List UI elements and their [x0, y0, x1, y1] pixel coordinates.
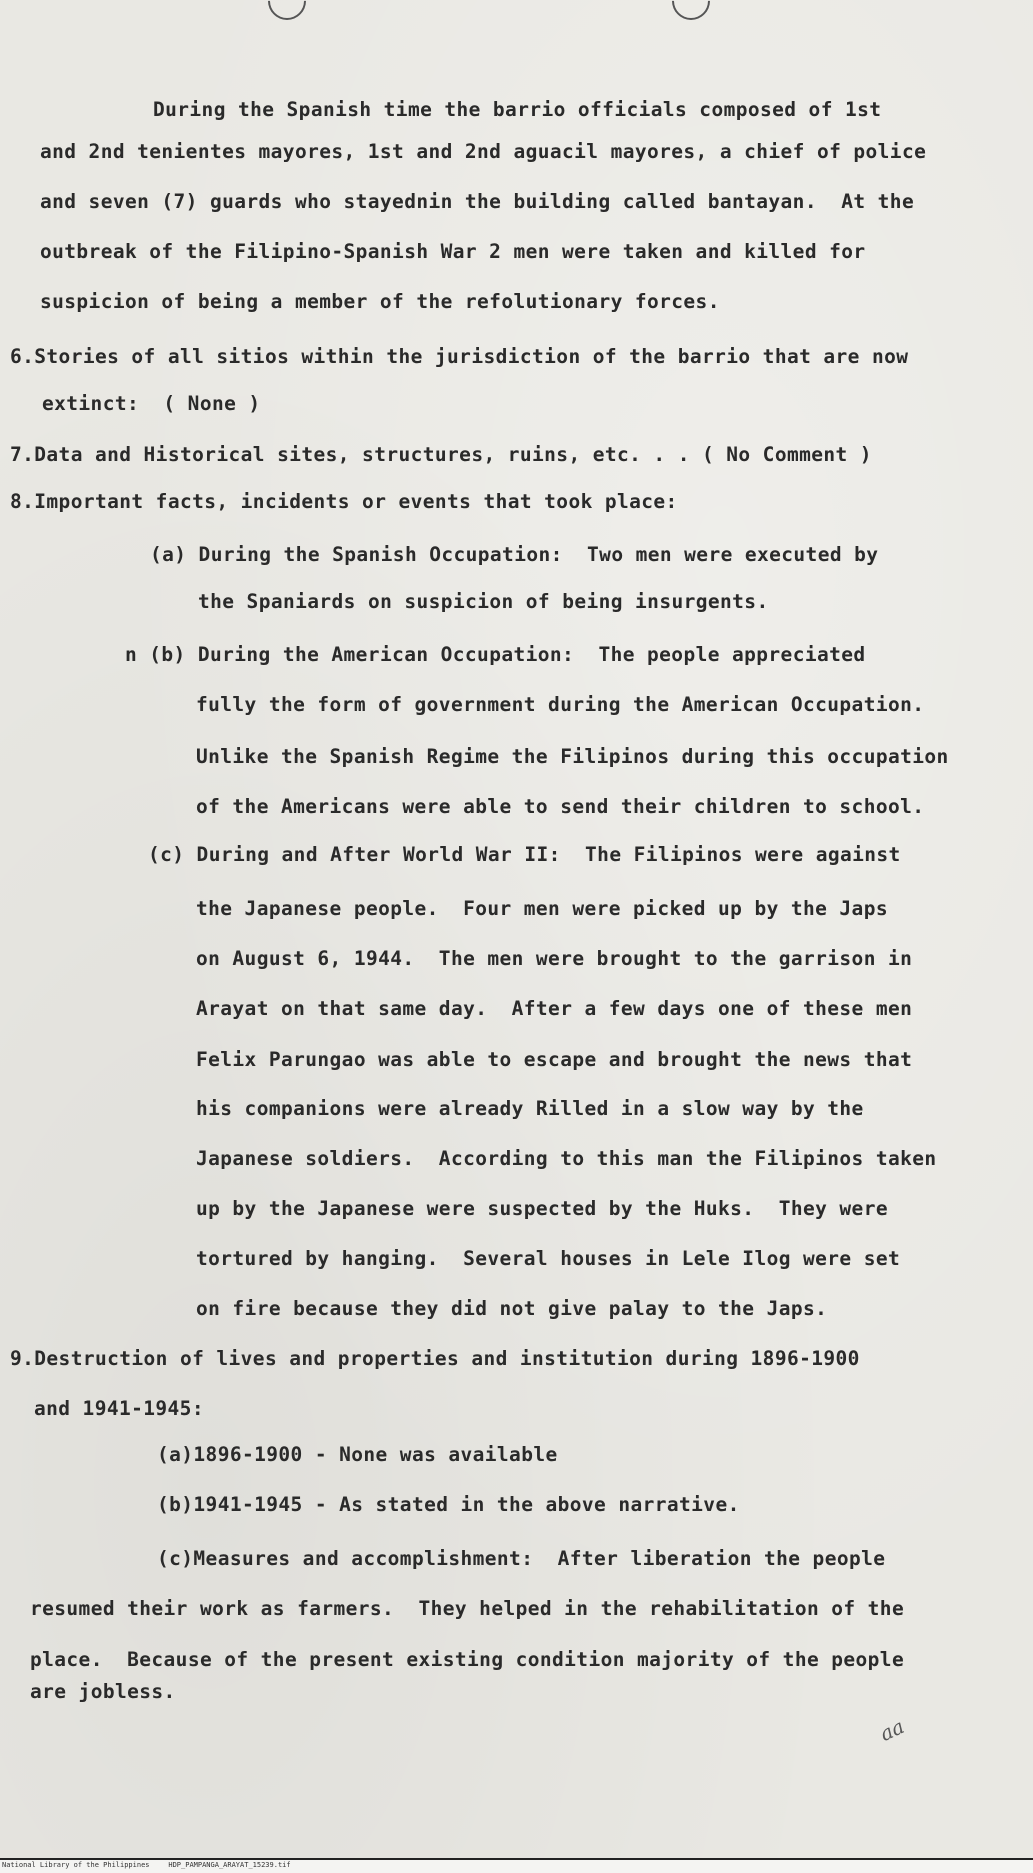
text-line-20: Felix Parungao was able to escape and brought the news that — [196, 1048, 913, 1071]
text-line-26: 9.Destruction of lives and properties and institution during 1896-1900 — [10, 1347, 860, 1370]
text-line-6: 6.Stories of all sitios within the jurisdiction of the barrio that are now — [10, 345, 909, 368]
text-line-2: and 2nd tenientes mayores, 1st and 2nd aguacil mayores, a chief of police — [40, 140, 927, 163]
text-line-31: resumed their work as farmers. They helped in the rehabilitation of the — [30, 1597, 905, 1620]
text-line-28: (a)1896-1900 - None was available — [157, 1443, 558, 1466]
text-line-23: up by the Japanese were suspected by the Huks. They were — [196, 1197, 888, 1220]
text-line-5: suspicion of being a member of the refolutionary forces. — [40, 290, 720, 313]
text-line-14: Unlike the Spanish Regime the Filipinos during this occupation — [196, 745, 949, 768]
text-line-33: are jobless. — [30, 1680, 176, 1703]
text-line-13: fully the form of government during the American Occupation. — [196, 693, 925, 716]
text-line-27: and 1941-1945: — [34, 1397, 204, 1420]
text-line-12: n (b) During the American Occupation: The people appreciated — [125, 643, 866, 666]
text-line-22: Japanese soldiers. According to this man the Filipinos taken — [196, 1147, 937, 1170]
text-line-11: the Spaniards on suspicion of being insurgents. — [198, 590, 769, 613]
binding-hole-left — [260, 0, 314, 28]
text-line-3: and seven (7) guards who stayednin the building called bantayan. At the — [40, 190, 915, 213]
binding-hole-right — [664, 0, 718, 28]
text-line-15: of the Americans were able to send their children to school. — [196, 795, 925, 818]
text-line-10: (a) During the Spanish Occupation: Two men were executed by — [150, 543, 879, 566]
text-line-29: (b)1941-1945 - As stated in the above narrative. — [157, 1493, 740, 1516]
text-line-9: 8.Important facts, incidents or events that took place: — [10, 490, 678, 513]
text-line-4: outbreak of the Filipino-Spanish War 2 men were taken and killed for — [40, 240, 866, 263]
text-line-7: extinct: ( None ) — [42, 392, 261, 415]
text-line-16: (c) During and After World War II: The Filipinos were against — [148, 843, 901, 866]
text-line-30: (c)Measures and accomplishment: After liberation the people — [157, 1547, 886, 1570]
handwritten-initials: aa — [876, 1714, 908, 1746]
text-line-17: the Japanese people. Four men were picked up by the Japs — [196, 897, 888, 920]
text-line-32: place. Because of the present existing condition majority of the people — [30, 1648, 905, 1671]
text-line-19: Arayat on that same day. After a few days one of these men — [196, 997, 913, 1020]
text-line-24: tortured by hanging. Several houses in Lele Ilog were set — [196, 1247, 901, 1270]
footer-file-id: HDP_PAMPANGA_ARAYAT_15239.tif — [168, 1861, 291, 1869]
text-line-8: 7.Data and Historical sites, structures, ruins, etc. . . ( No Comment ) — [10, 443, 872, 466]
text-line-1: During the Spanish time the barrio officials composed of 1st — [153, 98, 882, 121]
text-line-18: on August 6, 1944. The men were brought to the garrison in — [196, 947, 913, 970]
text-line-21: his companions were already Rilled in a slow way by the — [196, 1097, 864, 1120]
footer-library: National Library of the Philippines — [2, 1861, 150, 1869]
text-line-25: on fire because they did not give palay to the Japs. — [196, 1297, 828, 1320]
